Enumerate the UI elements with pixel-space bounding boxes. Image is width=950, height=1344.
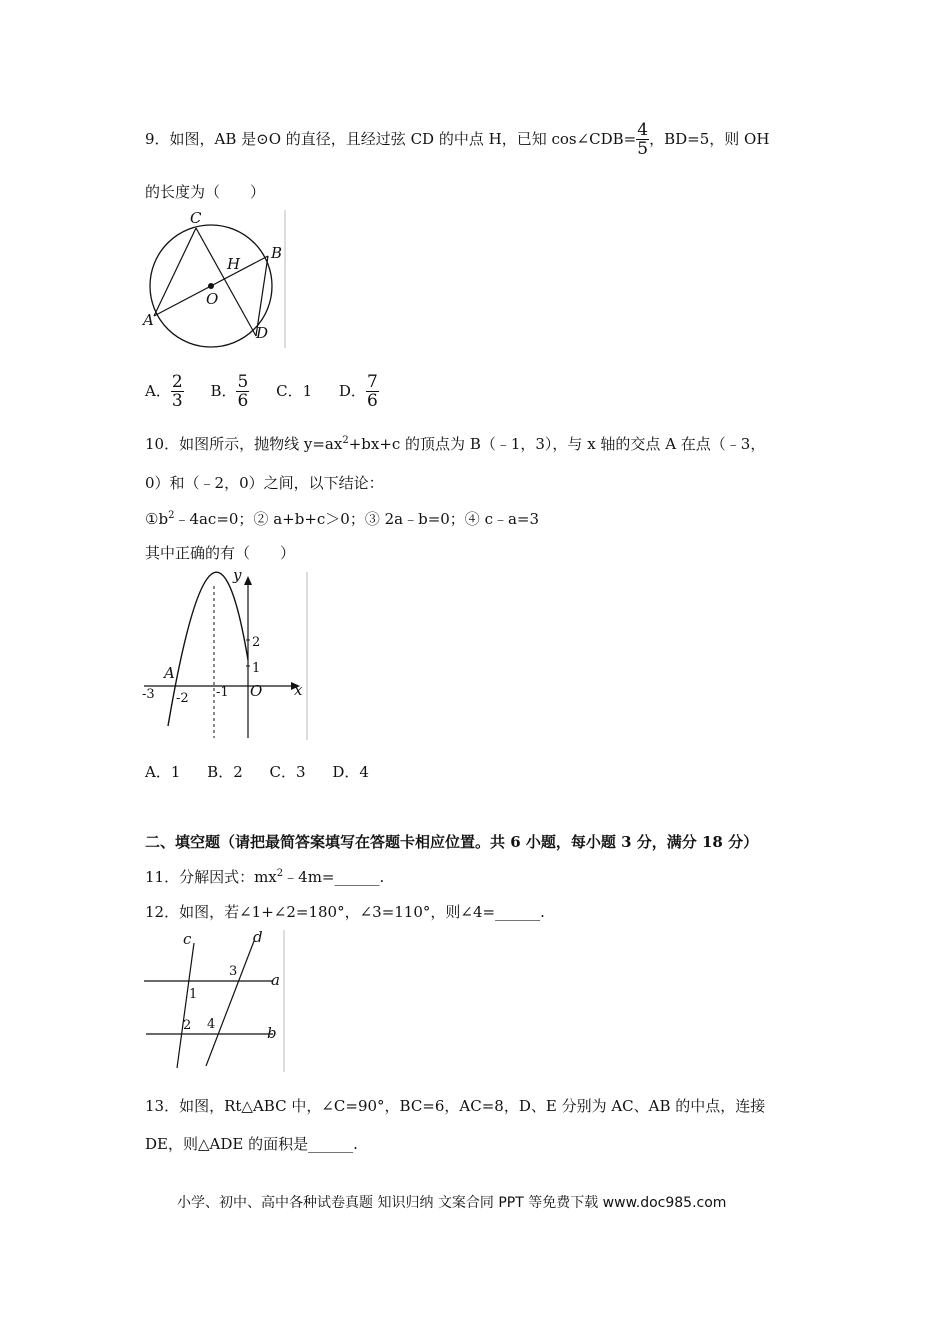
q13-line2: DE，则△ADE 的面积是______. [145, 1135, 358, 1153]
q9-option-d[interactable]: D． $\frac{7}{6}$ [338, 372, 378, 411]
q9-label-B: B [271, 244, 283, 262]
q9-option-c[interactable]: C．1 [276, 382, 313, 400]
q12-label-d: d [253, 928, 263, 946]
q13-line1: 13．如图，Rt△ABC 中，∠C=90°，BC=6，AC=8，D、E 分别为 AC、AB 的中点，连接 [145, 1097, 766, 1115]
q10-line2: 0）和（﹣2，0）之间，以下结论： [145, 474, 384, 492]
q9-fraction: $\frac{4}{5}$ [637, 120, 649, 159]
q9-label-C: C [190, 209, 202, 227]
q10-parabola-figure [140, 568, 312, 743]
q10-label-x: x [294, 681, 303, 699]
q12-label-b: b [267, 1024, 277, 1042]
q10-option-b[interactable]: B．2 [207, 763, 243, 781]
q9-line1 [145, 122, 769, 158]
q12-angle-4: 4 [207, 1017, 216, 1032]
q9-option-a[interactable]: A． $\frac{2}{3}$ [145, 372, 183, 411]
q11-text: 11．分解因式：$mx^2﹣4m=\_\_\_\_\_\_$. [145, 868, 385, 886]
q10-options [145, 761, 391, 782]
q10-tick-2: 2 [252, 635, 261, 650]
q10-tick-neg3: -3 [142, 687, 155, 702]
q10-line1: 10．如图所示，抛物线 $y=ax^2+bx+c$ 的顶点为 B（﹣1，3），与 x 轴的交点 A 在点（﹣3， [145, 435, 766, 453]
q12-label-c: c [183, 930, 192, 948]
q10-label-A: A [164, 664, 175, 682]
q9-line2: 的长度为（ ） [145, 183, 266, 201]
q10-option-d[interactable]: D．4 [332, 763, 369, 781]
q9-label-H: H [227, 255, 241, 273]
q10-tick-neg2: -2 [176, 691, 189, 706]
q9-options [145, 374, 401, 410]
q10-option-a[interactable]: A．1 [145, 763, 181, 781]
q12-angle-3: 3 [229, 964, 238, 979]
q9-label-O: O [206, 290, 219, 308]
q10-label-O: O [250, 682, 263, 700]
q9-option-b[interactable]: B． $\frac{5}{6}$ [210, 372, 249, 411]
q9-label-D: D [256, 324, 269, 342]
q12-label-a: a [271, 971, 280, 989]
q10-line4: 其中正确的有（ ） [145, 544, 296, 562]
q12-parallel-lines-figure [140, 928, 290, 1074]
section-heading: 二、填空题（请把最简答案填写在答题卡相应位置。共 6 小题，每小题 3 分，满分 18 分） [145, 833, 759, 851]
q12-text: 12．如图，若∠1+∠2=180°，∠3=110°，则∠4=______. [145, 903, 545, 921]
q10-label-y: y [233, 568, 242, 584]
q9-label-A: A [143, 311, 154, 329]
q9-text-pre: 9．如图，AB 是⊙O 的直径，且经过弦 CD 的中点 H，已知 cos∠CDB= [145, 130, 637, 148]
page-footer: 小学、初中、高中各种试卷真题 知识归纳 文案合同 PPT 等免费下载 www.doc985.com [177, 1195, 727, 1211]
q12-angle-1: 1 [189, 987, 198, 1002]
q9-circle-figure [140, 208, 290, 350]
q10-option-c[interactable]: C．3 [269, 763, 306, 781]
q10-tick-neg1: -1 [216, 685, 229, 700]
q10-tick-1: 1 [252, 661, 261, 676]
q10-line3: $①b^2﹣4ac=0$；② a+b+c＞0；③ 2a﹣b=0；④ c﹣a=3 [145, 510, 540, 528]
q9-text-post: ，BD=5，则 OH [649, 130, 770, 148]
q12-angle-2: 2 [183, 1018, 192, 1033]
